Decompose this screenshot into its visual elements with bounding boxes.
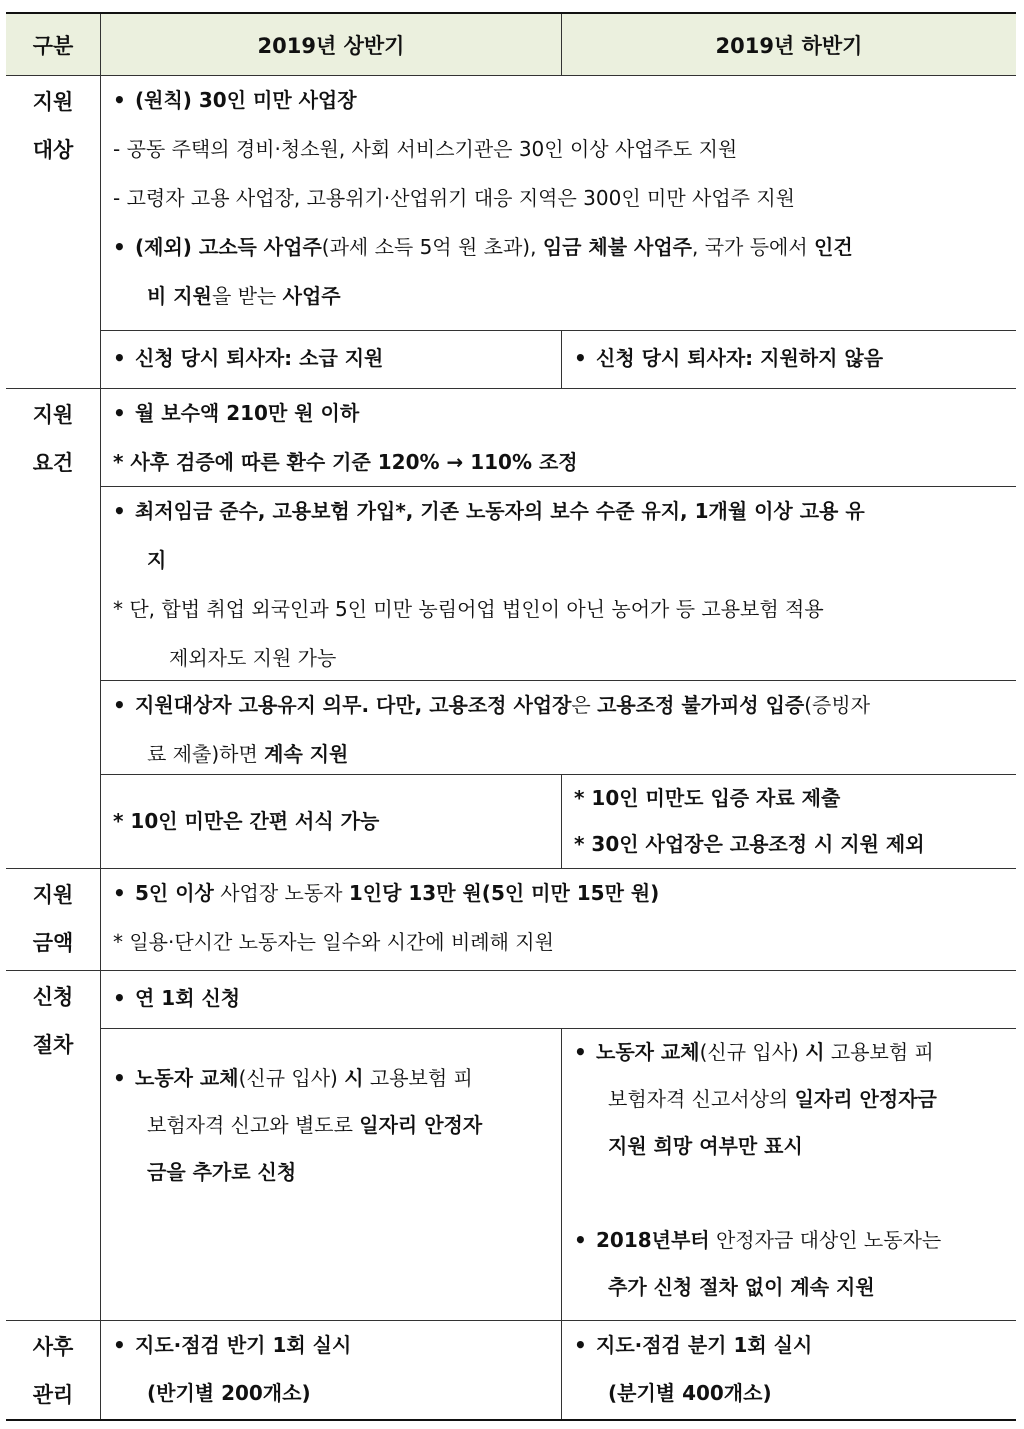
row-label-amount-line2: 금액 [32,931,74,955]
amount-cell [100,868,1016,970]
row-label-req-line2: 요건 [32,451,74,475]
req-line-wage: • 월 보수액 210만 원 이하 [113,389,1006,438]
proc-h2-line1: • 노동자 교체(신규 입사) 시 고용보험 피 [574,1029,1006,1076]
procedure-annual-cell: • 연 1회 신청 [100,970,1016,1028]
amount-line-main: • 5인 이상 사업장 노동자 1인당 13만 원(5인 미만 15만 원) [113,869,1006,918]
target-main-cell [100,76,1016,330]
row-label-procedure-line1: 신청 [32,985,74,1009]
followup-h1-line1: • 지도·점검 반기 1회 실시 [113,1321,551,1369]
req-line-min-wage: • 최저임금 준수, 고용보험 가입*, 기존 노동자의 보수 수준 유지, 1개월 이상 고용 유 [113,487,1006,536]
row-label-requirements [6,388,100,868]
target-retiree-second-half: • 신청 당시 퇴사자: 지원하지 않음 [561,330,1016,388]
req-note-first-half: * 10인 미만은 간편 서식 가능 [100,774,561,868]
proc-h2-line3: 지원 희망 여부만 표시 [608,1134,803,1158]
procedure-first-half [100,1028,561,1320]
target-line-exclusion-cont: 비 지원을 받는 사업주 [147,284,341,308]
target-retiree-first-half: • 신청 당시 퇴사자: 소급 지원 [100,330,561,388]
row-label-amount [6,868,100,970]
header-col-first-half: 2019년 상반기 [100,14,561,76]
req-wage-cell [100,388,1016,486]
req-note-second-half: * 10인 미만도 입증 자료 제출 * 30인 사업장은 고용조정 시 지원 제외 [561,774,1016,868]
target-line-elderly: - 고령자 고용 사업장, 고용위기·산업위기 대응 지역은 300인 미만 사업주 지원 [113,186,795,210]
target-line-exclusion: • (제외) 고소득 사업주(과세 소득 5억 원 초과), 임금 체불 사업주, 국가 등에서 인건 [113,223,1006,272]
row-label-followup [6,1320,100,1419]
row-label-procedure [6,970,100,1320]
target-line-apartment: - 공동 주택의 경비·청소원, 사회 서비스기관은 30인 이상 사업주도 지원 [113,137,738,161]
followup-h2-line1: • 지도·점검 분기 1회 실시 [574,1321,1006,1369]
row-label-procedure-line2: 절차 [32,1033,74,1057]
amount-line-note: * 일용·단시간 노동자는 일수와 시간에 비례해 지원 [113,930,554,954]
header-col-second-half: 2019년 하반기 [561,14,1016,76]
proc-h1-line3: 금을 추가로 신청 [147,1160,297,1184]
followup-second-half [561,1320,1016,1419]
row-label-followup-line1: 사후 [32,1335,74,1359]
policy-comparison-table [6,12,1016,1421]
proc-h2-line5: 추가 신청 절차 없이 계속 지원 [608,1275,875,1299]
req-line-foreigner-note-cont: 제외자도 지원 가능 [169,646,337,670]
row-label-amount-line1: 지원 [32,883,74,907]
req-line-employment: • 지원대상자 고용유지 의무. 다만, 고용조정 사업장은 고용조정 불가피성 입증(증빙자 [113,681,1006,730]
followup-h2-line2: (분기별 400개소) [608,1381,772,1405]
row-label-req-line1: 지원 [32,403,74,427]
followup-h1-line2: (반기별 200개소) [147,1381,311,1405]
procedure-second-half [561,1028,1016,1320]
row-label-target [6,76,100,388]
req-line-employment-cont: 료 제출)하면 계속 지원 [147,742,349,766]
proc-h2-line4: • 2018년부터 안정자금 대상인 노동자는 [574,1217,1006,1264]
proc-h1-line2: 보험자격 신고와 별도로 일자리 안정자 [147,1113,483,1137]
req-min-wage-cell [100,486,1016,680]
followup-first-half [100,1320,561,1419]
req-line-wage-note: * 사후 검증에 따른 환수 기준 120% → 110% 조정 [113,450,578,474]
proc-h1-line1: • 노동자 교체(신규 입사) 시 고용보험 피 [113,1055,551,1102]
proc-h2-line2: 보험자격 신고서상의 일자리 안정자금 [608,1087,937,1111]
req-line-min-wage-cont: 지 [147,548,167,572]
req-employment-cell [100,680,1016,774]
row-label-target-line1: 지원 [32,90,74,114]
req-line-foreigner-note: * 단, 합법 취업 외국인과 5인 미만 농림어업 법인이 아닌 농어가 등 고용보험 적용 [113,597,824,621]
target-line-principle: • (원칙) 30인 미만 사업장 [113,76,1006,125]
row-label-target-line2: 대상 [32,138,74,162]
header-col-category: 구분 [6,14,100,76]
row-label-followup-line2: 관리 [32,1383,74,1407]
